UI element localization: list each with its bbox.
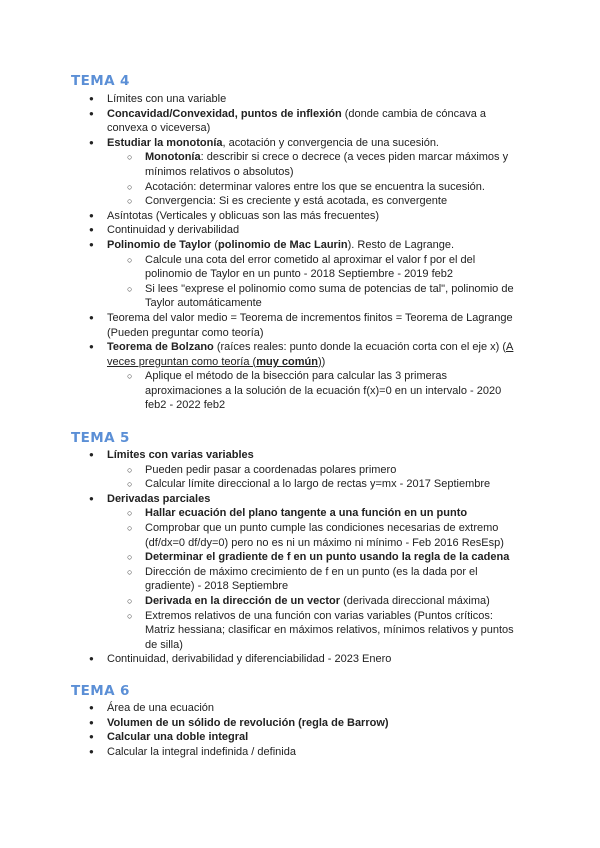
list-item: ● Concavidad/Convexidad, puntos de inflexión (donde cambia de cóncava a convexa o viceversa): [0, 107, 527, 136]
sub-list: [107, 463, 527, 492]
list-item: ● Polinomio de Taylor (polinomio de Mac Laurin). Resto de Lagrange. ○ Calcule una cota del error cometido al aproximar el valor f por el del polinomio de Taylor en un punto - 2018 Septiembre - 2019 feb2 ○ Si lees "exprese el polinomio como suma de potencias de tal", polinomio de Taylor automáticamente: [0, 238, 527, 311]
sub-list-item: ○ Convergencia: Si es creciente y está acotada, es convergente: [107, 194, 517, 209]
sub-list-item: ○ Si lees "exprese el polinomio como suma de potencias de tal", polinomio de Taylor automáticamente: [107, 282, 517, 311]
sub-list-item: ○ Acotación: determinar valores entre los que se encuentra la sucesión.: [107, 180, 517, 195]
sub-list-item: ○ Calcule una cota del error cometido al aproximar el valor f por el del polinomio de Taylor en un punto - 2018 Septiembre - 2019 feb2: [107, 253, 517, 282]
list-item: ● Calcular una doble integral: [0, 730, 527, 745]
sub-list-item: ○ Aplique el método de la bisección para calcular las 3 primeras aproximaciones a la solución de la ecuación f(x)=0 en un intervalo - 2020 feb2 - 2022 feb2: [107, 369, 517, 413]
tema5-list: [0, 448, 600, 667]
list-item: ● Teorema del valor medio = Teorema de incrementos finitos = Teorema de Lagrange (Pueden preguntar como teoría): [0, 311, 527, 340]
list-item: ● Calcular la integral indefinida / definida: [0, 745, 527, 760]
sub-list: [107, 150, 527, 208]
sub-list-item: ○ Comprobar que un punto cumple las condiciones necesarias de extremo (df/dx=0 df/dy=0) pero no es ni un máximo ni mínimo - Feb 2016 ResEsp): [107, 521, 517, 550]
sub-list-item: ○ Determinar el gradiente de f en un punto usando la regla de la cadena: [107, 550, 517, 565]
list-item: ● Continuidad y derivabilidad: [0, 223, 527, 238]
sub-list: [107, 369, 527, 413]
list-item: ● Límites con una variable: [0, 92, 527, 107]
sub-list-item: ○ Calcular límite direccional a lo largo de rectas y=mx - 2017 Septiembre: [107, 477, 517, 492]
list-item: ● Continuidad, derivabilidad y diferenciabilidad - 2023 Enero: [0, 652, 527, 667]
list-item: ● Teorema de Bolzano (raíces reales: punto donde la ecuación corta con el eje x) (A veces preguntan como teoría (muy común)) ○ Aplique el método de la bisección para calcular las 3 primeras aproximaciones a la solución de la ecuación f(x)=0 en un intervalo - 2020 feb2 - 2022 feb2: [0, 340, 527, 413]
tema4-list: [0, 92, 600, 413]
tema4-heading: TEMA 4: [71, 73, 130, 89]
sub-list-item: ○ Monotonía: describir si crece o decrece (a veces piden marcar máximos y mínimos relativos o absolutos): [107, 150, 517, 179]
list-item: ● Estudiar la monotonía, acotación y convergencia de una sucesión. ○ Monotonía: describir si crece o decrece (a veces piden marcar máximos y mínimos relativos o absolutos) ○ Acotación: determinar valores entre los que se encuentra la sucesión. ○ Convergencia: Si es creciente y está acotada, es convergente: [0, 136, 527, 209]
list-item: ● Asíntotas (Verticales y oblicuas son las más frecuentes): [0, 209, 527, 224]
sub-list: [107, 506, 527, 652]
sub-list: [107, 253, 527, 311]
list-item: ● Volumen de un sólido de revolución (regla de Barrow): [0, 716, 527, 731]
list-item: ● Límites con varias variables ○ Pueden pedir pasar a coordenadas polares primero ○ Calcular límite direccional a lo largo de rectas y=mx - 2017 Septiembre: [0, 448, 527, 492]
sub-list-item: ○ Pueden pedir pasar a coordenadas polares primero: [107, 463, 517, 478]
tema6-list: [0, 701, 600, 759]
sub-list-item: ○ Extremos relativos de una función con varias variables (Puntos críticos: Matriz hessiana; clasificar en máximos relativos, mínimos relativos y puntos de silla): [107, 609, 517, 653]
sub-list-item: ○ Derivada en la dirección de un vector (derivada direccional máxima): [107, 594, 517, 609]
list-item: ● Área de una ecuación: [0, 701, 527, 716]
list-item: ● Derivadas parciales ○ Hallar ecuación del plano tangente a una función en un punto ○ Comprobar que un punto cumple las condiciones necesarias de extremo (df/dx=0 df/dy=0) pero no es ni un máximo ni mínimo - Feb 2016 ResEsp) ○ Determinar el gradiente de f en un punto usando la regla de la cadena ○ Dirección de máximo crecimiento de f en un punto (es la dada por el gradiente) - 2018 Septiembre ○ Derivada en la dirección de un vector (derivada direccional máxima) ○ Extremos relativos de una función con varias variables (Puntos críticos: Matriz hessiana; clasificar en máximos relativos, mínimos relativos y puntos de silla): [0, 492, 527, 653]
tema6-heading: TEMA 6: [71, 683, 130, 699]
sub-list-item: ○ Dirección de máximo crecimiento de f en un punto (es la dada por el gradiente) - 2018 Septiembre: [107, 565, 517, 594]
sub-list-item: ○ Hallar ecuación del plano tangente a una función en un punto: [107, 506, 517, 521]
tema5-heading: TEMA 5: [71, 430, 130, 446]
